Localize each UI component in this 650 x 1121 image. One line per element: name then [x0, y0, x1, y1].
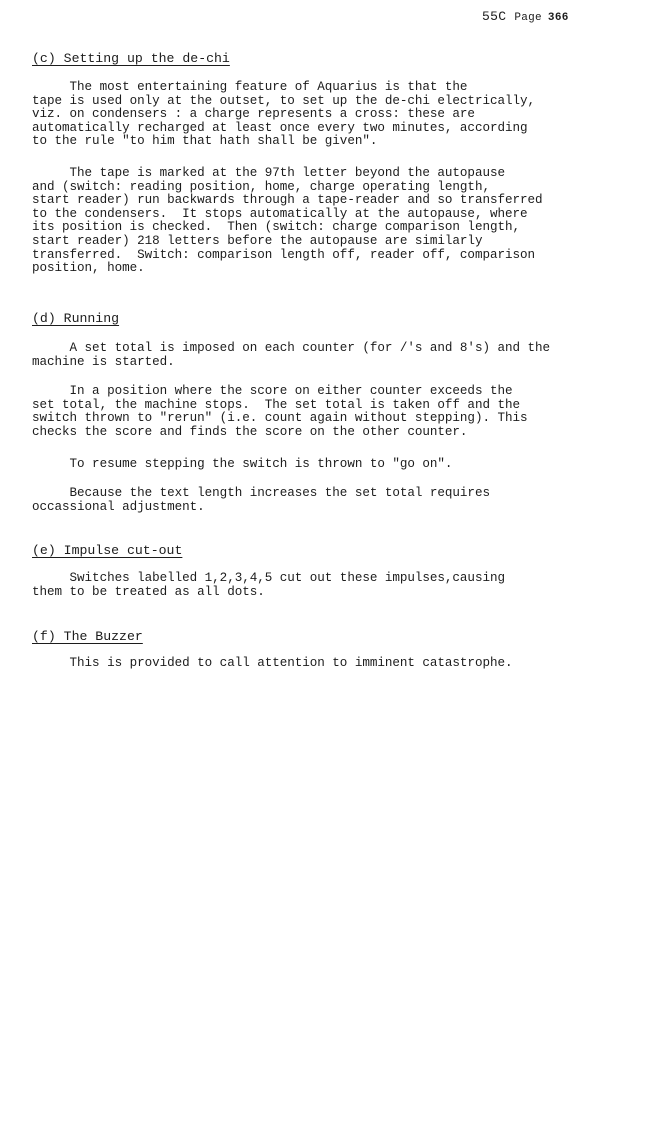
paragraph: Because the text length increases the set total requires occassional adjustment. — [32, 486, 490, 514]
section-heading-impulse-cut-out: (e) Impulse cut-out — [32, 543, 183, 558]
page-label: Page — [514, 12, 542, 24]
section-heading-setting-up: (c) Setting up the de-chi — [32, 51, 230, 66]
page-number: 366 — [547, 12, 569, 24]
paragraph: Switches labelled 1,2,3,4,5 cut out these impulses,causing them to be treated as all dots. — [32, 571, 505, 599]
paragraph: To resume stepping the switch is thrown to "go on". — [32, 457, 453, 471]
paragraph: A set total is imposed on each counter (for /'s and 8's) and the machine is started. — [32, 341, 551, 369]
paragraph: The most entertaining feature of Aquarius is that the tape is used only at the outset, to set up the de-chi electrically, viz. on condensers : a charge represents a cross: these are automatically recharged at least once every two minutes, according to the rule "to him that hath shall be given". — [32, 80, 536, 149]
document-reference: 55C — [482, 9, 507, 24]
section-heading-the-buzzer: (f) The Buzzer — [32, 629, 143, 644]
page-header — [482, 9, 569, 24]
paragraph: The tape is marked at the 97th letter beyond the autopause and (switch: reading position, home, charge operating length, start reader) run backwards through a tape-reader and so transferred to the condensers. It stops automatically at the autopause, where its position is checked. Then (switch: charge comparison length, start reader) 218 letters before the autopause are similarly transferred. Switch: comparison length off, reader off, comparison position, home. — [32, 166, 543, 276]
paragraph: This is provided to call attention to imminent catastrophe. — [32, 656, 513, 670]
section-heading-running: (d) Running — [32, 311, 120, 326]
paragraph: In a position where the score on either counter exceeds the set total, the machine stops. The set total is taken off and the switch thrown to "rerun" (i.e. count again without stepping). This checks the score and finds the score on the other counter. — [32, 384, 528, 439]
